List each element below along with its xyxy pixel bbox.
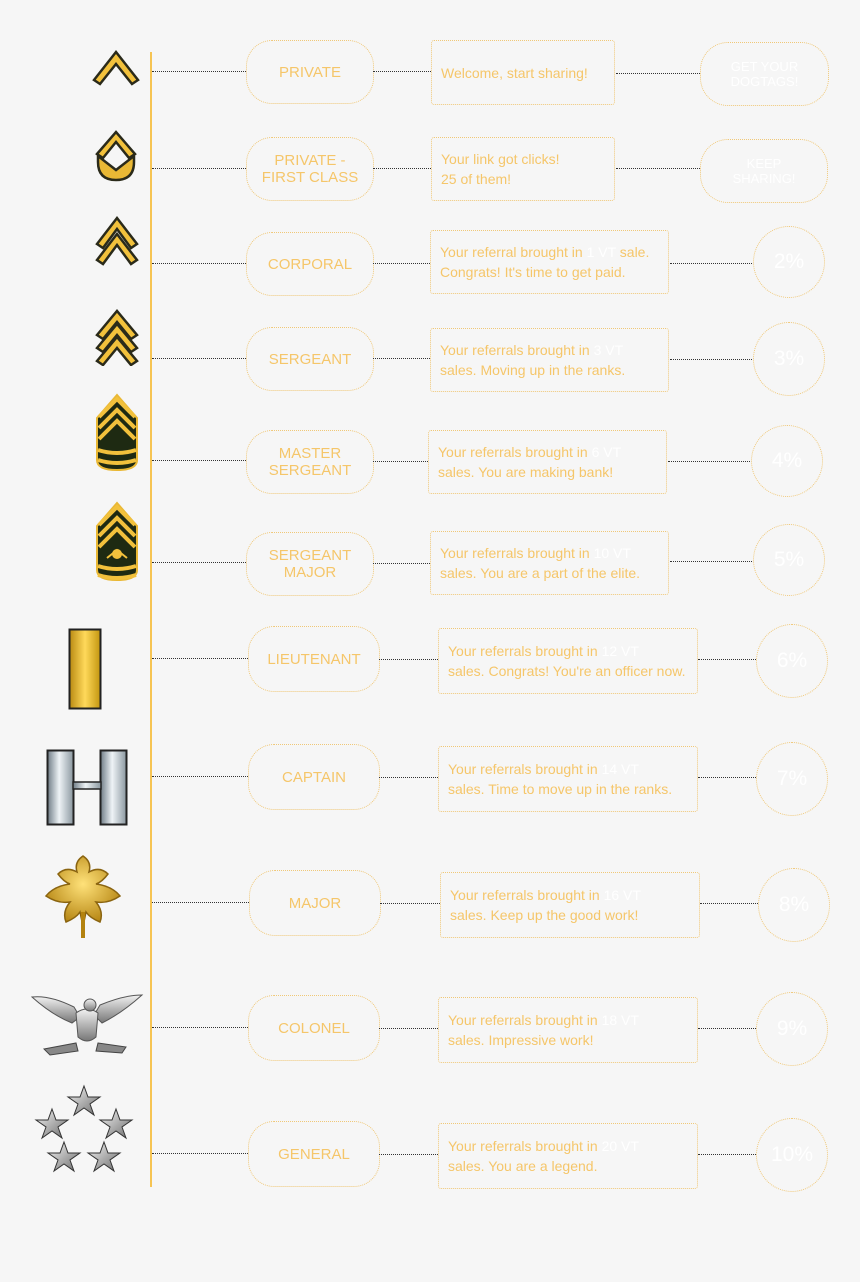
corporal-chevron-icon (94, 214, 140, 268)
message-text: Your referrals brought in (448, 761, 602, 777)
rank-label: CORPORAL (246, 232, 374, 296)
rank-message (438, 628, 698, 694)
master-sergeant-icon (94, 392, 140, 472)
message-text: Welcome, start sharing! (441, 64, 588, 81)
rank-row-major (0, 852, 860, 952)
rank-label: LIEUTENANT (248, 626, 380, 692)
rank-message (428, 430, 667, 494)
rank-label: PRIVATE - FIRST CLASS (246, 137, 374, 201)
message-sales-count: 18 VT (601, 1012, 639, 1028)
message-text: Your referrals brought in (440, 342, 594, 358)
message-sales-count: 1 VT (586, 244, 616, 260)
reward-badge: 10% (756, 1118, 828, 1192)
rank-label: GENERAL (248, 1121, 380, 1187)
reward-badge: 6% (756, 624, 828, 698)
rank-message (440, 872, 700, 938)
rank-label: CAPTAIN (248, 744, 380, 810)
rank-message (430, 531, 669, 595)
message-text: Your referrals brought in (448, 643, 602, 659)
rank-message (431, 137, 615, 201)
rank-row-sergeant-major (0, 498, 860, 608)
message-text: Your referrals brought in (438, 444, 592, 460)
rank-row-private-first-class (0, 127, 860, 207)
message-text-line2: sales. Time to move up in the ranks. (448, 781, 673, 797)
rank-row-master-sergeant (0, 388, 860, 508)
private-chevron-icon (92, 48, 140, 86)
reward-badge: GET YOUR DOGTAGS! (700, 42, 829, 106)
rank-label: PRIVATE (246, 40, 374, 104)
rank-row-captain (0, 740, 860, 830)
message-sales-count: 10 VT (593, 545, 631, 561)
rank-row-corporal (0, 212, 860, 312)
message-sales-count: 12 VT (601, 643, 639, 659)
major-oak-leaf-icon (42, 852, 124, 942)
sergeant-major-icon (94, 500, 140, 582)
rank-row-private (0, 40, 860, 104)
message-text-line2: sales. You are a legend. (448, 1158, 598, 1174)
message-text: Your referrals brought in (440, 545, 594, 561)
message-sales-count: 16 VT (603, 887, 641, 903)
message-sales-count: 14 VT (601, 761, 639, 777)
rank-row-general (0, 1082, 860, 1202)
message-text: Your referral brought in (440, 244, 587, 260)
message-text-line2: sales. Moving up in the ranks. (440, 362, 626, 378)
reward-badge: 9% (756, 992, 828, 1066)
rank-message (430, 230, 669, 294)
message-sales-count: 3 VT (593, 342, 624, 358)
rank-label: SERGEANT MAJOR (246, 532, 374, 596)
rank-row-colonel (0, 985, 860, 1075)
rank-label: SERGEANT (246, 327, 374, 391)
rank-message (431, 40, 615, 105)
rank-row-lieutenant (0, 620, 860, 710)
rank-message (438, 997, 698, 1063)
message-text-line2: Congrats! It's time to get paid. (440, 264, 626, 280)
reward-badge: 4% (751, 425, 823, 497)
message-text-tail: sale. (615, 244, 650, 260)
message-text-line2: 25 of them! (441, 171, 512, 187)
colonel-eagle-icon (30, 993, 144, 1057)
reward-badge: KEEP SHARING! (700, 139, 828, 203)
reward-badge: 5% (753, 524, 825, 596)
message-text: Your referrals brought in (448, 1012, 602, 1028)
sergeant-chevron-icon (94, 308, 140, 366)
message-text-line2: sales. You are making bank! (438, 464, 614, 480)
message-text-line2: sales. Congrats! You're an officer now. (448, 663, 686, 679)
general-stars-icon (34, 1084, 134, 1178)
rank-label: MASTER SERGEANT (246, 430, 374, 494)
rank-label: MAJOR (249, 870, 381, 936)
rank-message (438, 1123, 698, 1189)
reward-badge: 3% (753, 322, 825, 396)
reward-badge: 8% (758, 868, 830, 942)
rank-message (430, 328, 669, 392)
message-text: Your referrals brought in (450, 887, 604, 903)
rank-message (438, 746, 698, 812)
message-sales-count: 6 VT (591, 444, 622, 460)
rank-label: COLONEL (248, 995, 380, 1061)
message-text: Your referrals brought in (448, 1138, 602, 1154)
reward-badge: 7% (756, 742, 828, 816)
message-text-line2: sales. Impressive work! (448, 1032, 594, 1048)
private-first-class-icon (93, 128, 139, 182)
lieutenant-bar-icon (68, 628, 102, 710)
message-text-line2: sales. Keep up the good work! (450, 907, 639, 923)
captain-bars-icon (46, 749, 128, 827)
message-text: Your link got clicks! (441, 151, 560, 167)
message-sales-count: 20 VT (601, 1138, 639, 1154)
reward-badge: 2% (753, 226, 825, 298)
message-text-line2: sales. You are a part of the elite. (440, 565, 641, 581)
